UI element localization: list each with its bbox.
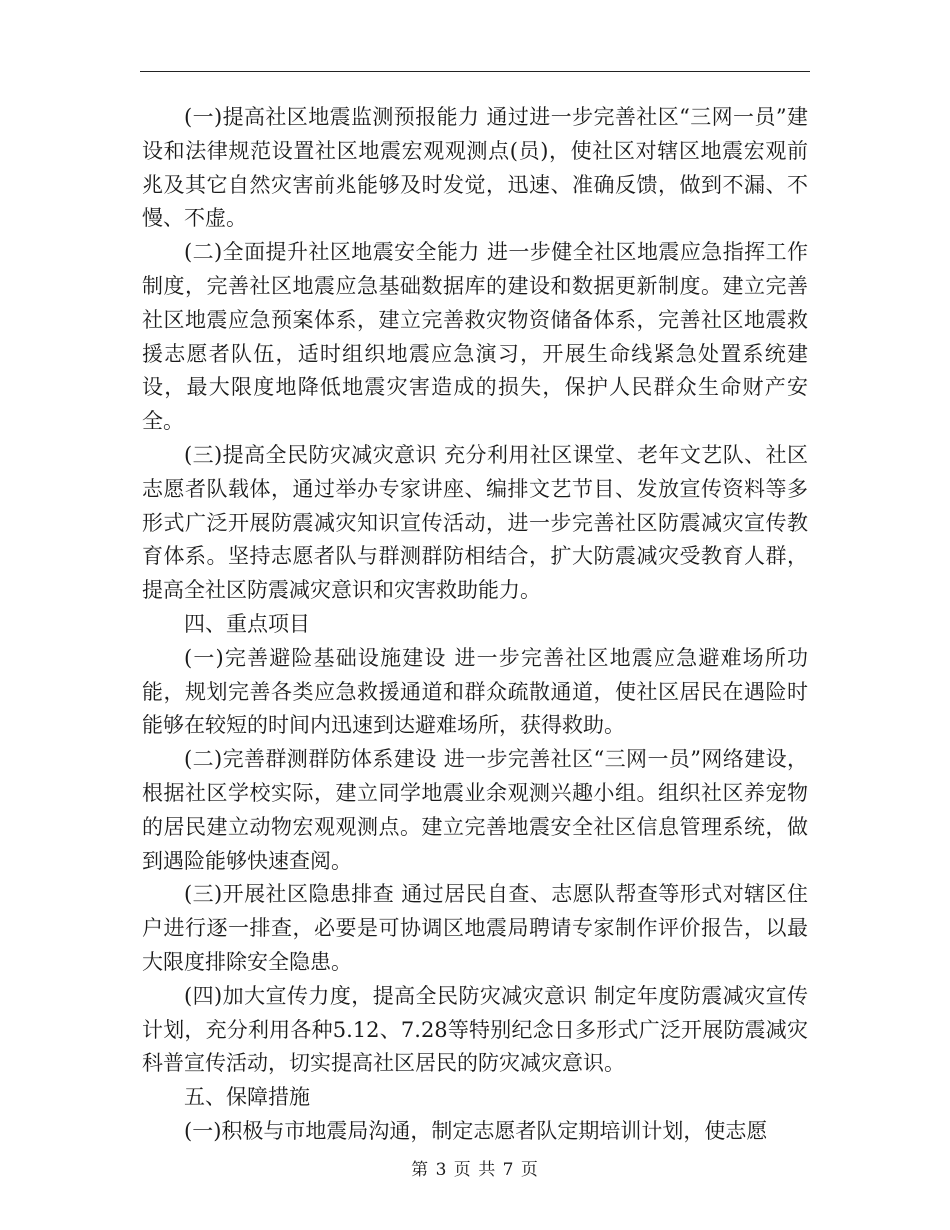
paragraph-3: (三)提高全民防灾减灾意识 充分利用社区课堂、老年文艺队、社区志愿者队载体，通过举办专家讲座、编排文艺节目、发放宣传资料等多形式广泛开展防震减灾知识宣传活动，进一步完善社区防震减灾宣传教育体系。坚持志愿者队与群测群防相结合，扩大防震减灾受教育人群，提高全社区防震减灾意识和灾害救助能力。 [142, 442, 808, 603]
paragraph-8: (四)加大宣传力度，提高全民防灾减灾意识 制定年度防震减灾宣传计划，充分利用各种5.12、7.28等特别纪念日多形式广泛开展防震减灾科普宣传活动，切实提高社区居民的防灾减灾意识。 [142, 983, 808, 1076]
page-number: 第 3 页 共 7 页 [411, 1160, 539, 1180]
header-rule [140, 71, 810, 72]
section-heading-5: 五、保障措施 [184, 1085, 310, 1110]
section-heading-4: 四、重点项目 [184, 611, 310, 636]
paragraph-2: (二)全面提升社区地震安全能力 进一步健全社区地震应急指挥工作制度，完善社区地震应急基础数据库的建设和数据更新制度。建立完善社区地震应急预案体系，建立完善救灾物资储备体系，完善社区地震救援志愿者队伍，适时组织地震应急演习，开展生命线紧急处置系统建设，最大限度地降低地震灾害造成的损失，保护人民群众生命财产安全。 [142, 240, 808, 434]
paragraph-1: (一)提高社区地震监测预报能力 通过进一步完善社区“三网一员”建设和法律规范设置社区地震宏观观测点(员)，使社区对辖区地震宏观前兆及其它自然灾害前兆能够及时发觉，迅速、准确反馈，做到不漏、不慢、不虚。 [142, 105, 808, 231]
paragraph-6: (二)完善群测群防体系建设 进一步完善社区“三网一员”网络建设，根据社区学校实际，建立同学地震业余观测兴趣小组。组织社区养宠物的居民建立动物宏观观测点。建立完善地震安全社区信息管理系统，做到遇险能够快速查阅。 [142, 747, 808, 873]
paragraph-10: (一)积极与市地震局沟通，制定志愿者队定期培训计划，使志愿 [184, 1118, 768, 1143]
document-body [142, 101, 808, 1149]
paragraph-7: (三)开展社区隐患排查 通过居民自查、志愿队帮查等形式对辖区住户进行逐一排查，必要是可协调区地震局聘请专家制作评价报告，以最大限度排除安全隐患。 [142, 882, 808, 974]
paragraph-5: (一)完善避险基础设施建设 进一步完善社区地震应急避难场所功能，规划完善各类应急救援通道和群众疏散通道，使社区居民在遇险时能够在较短的时间内迅速到达避难场所，获得救助。 [142, 645, 808, 738]
